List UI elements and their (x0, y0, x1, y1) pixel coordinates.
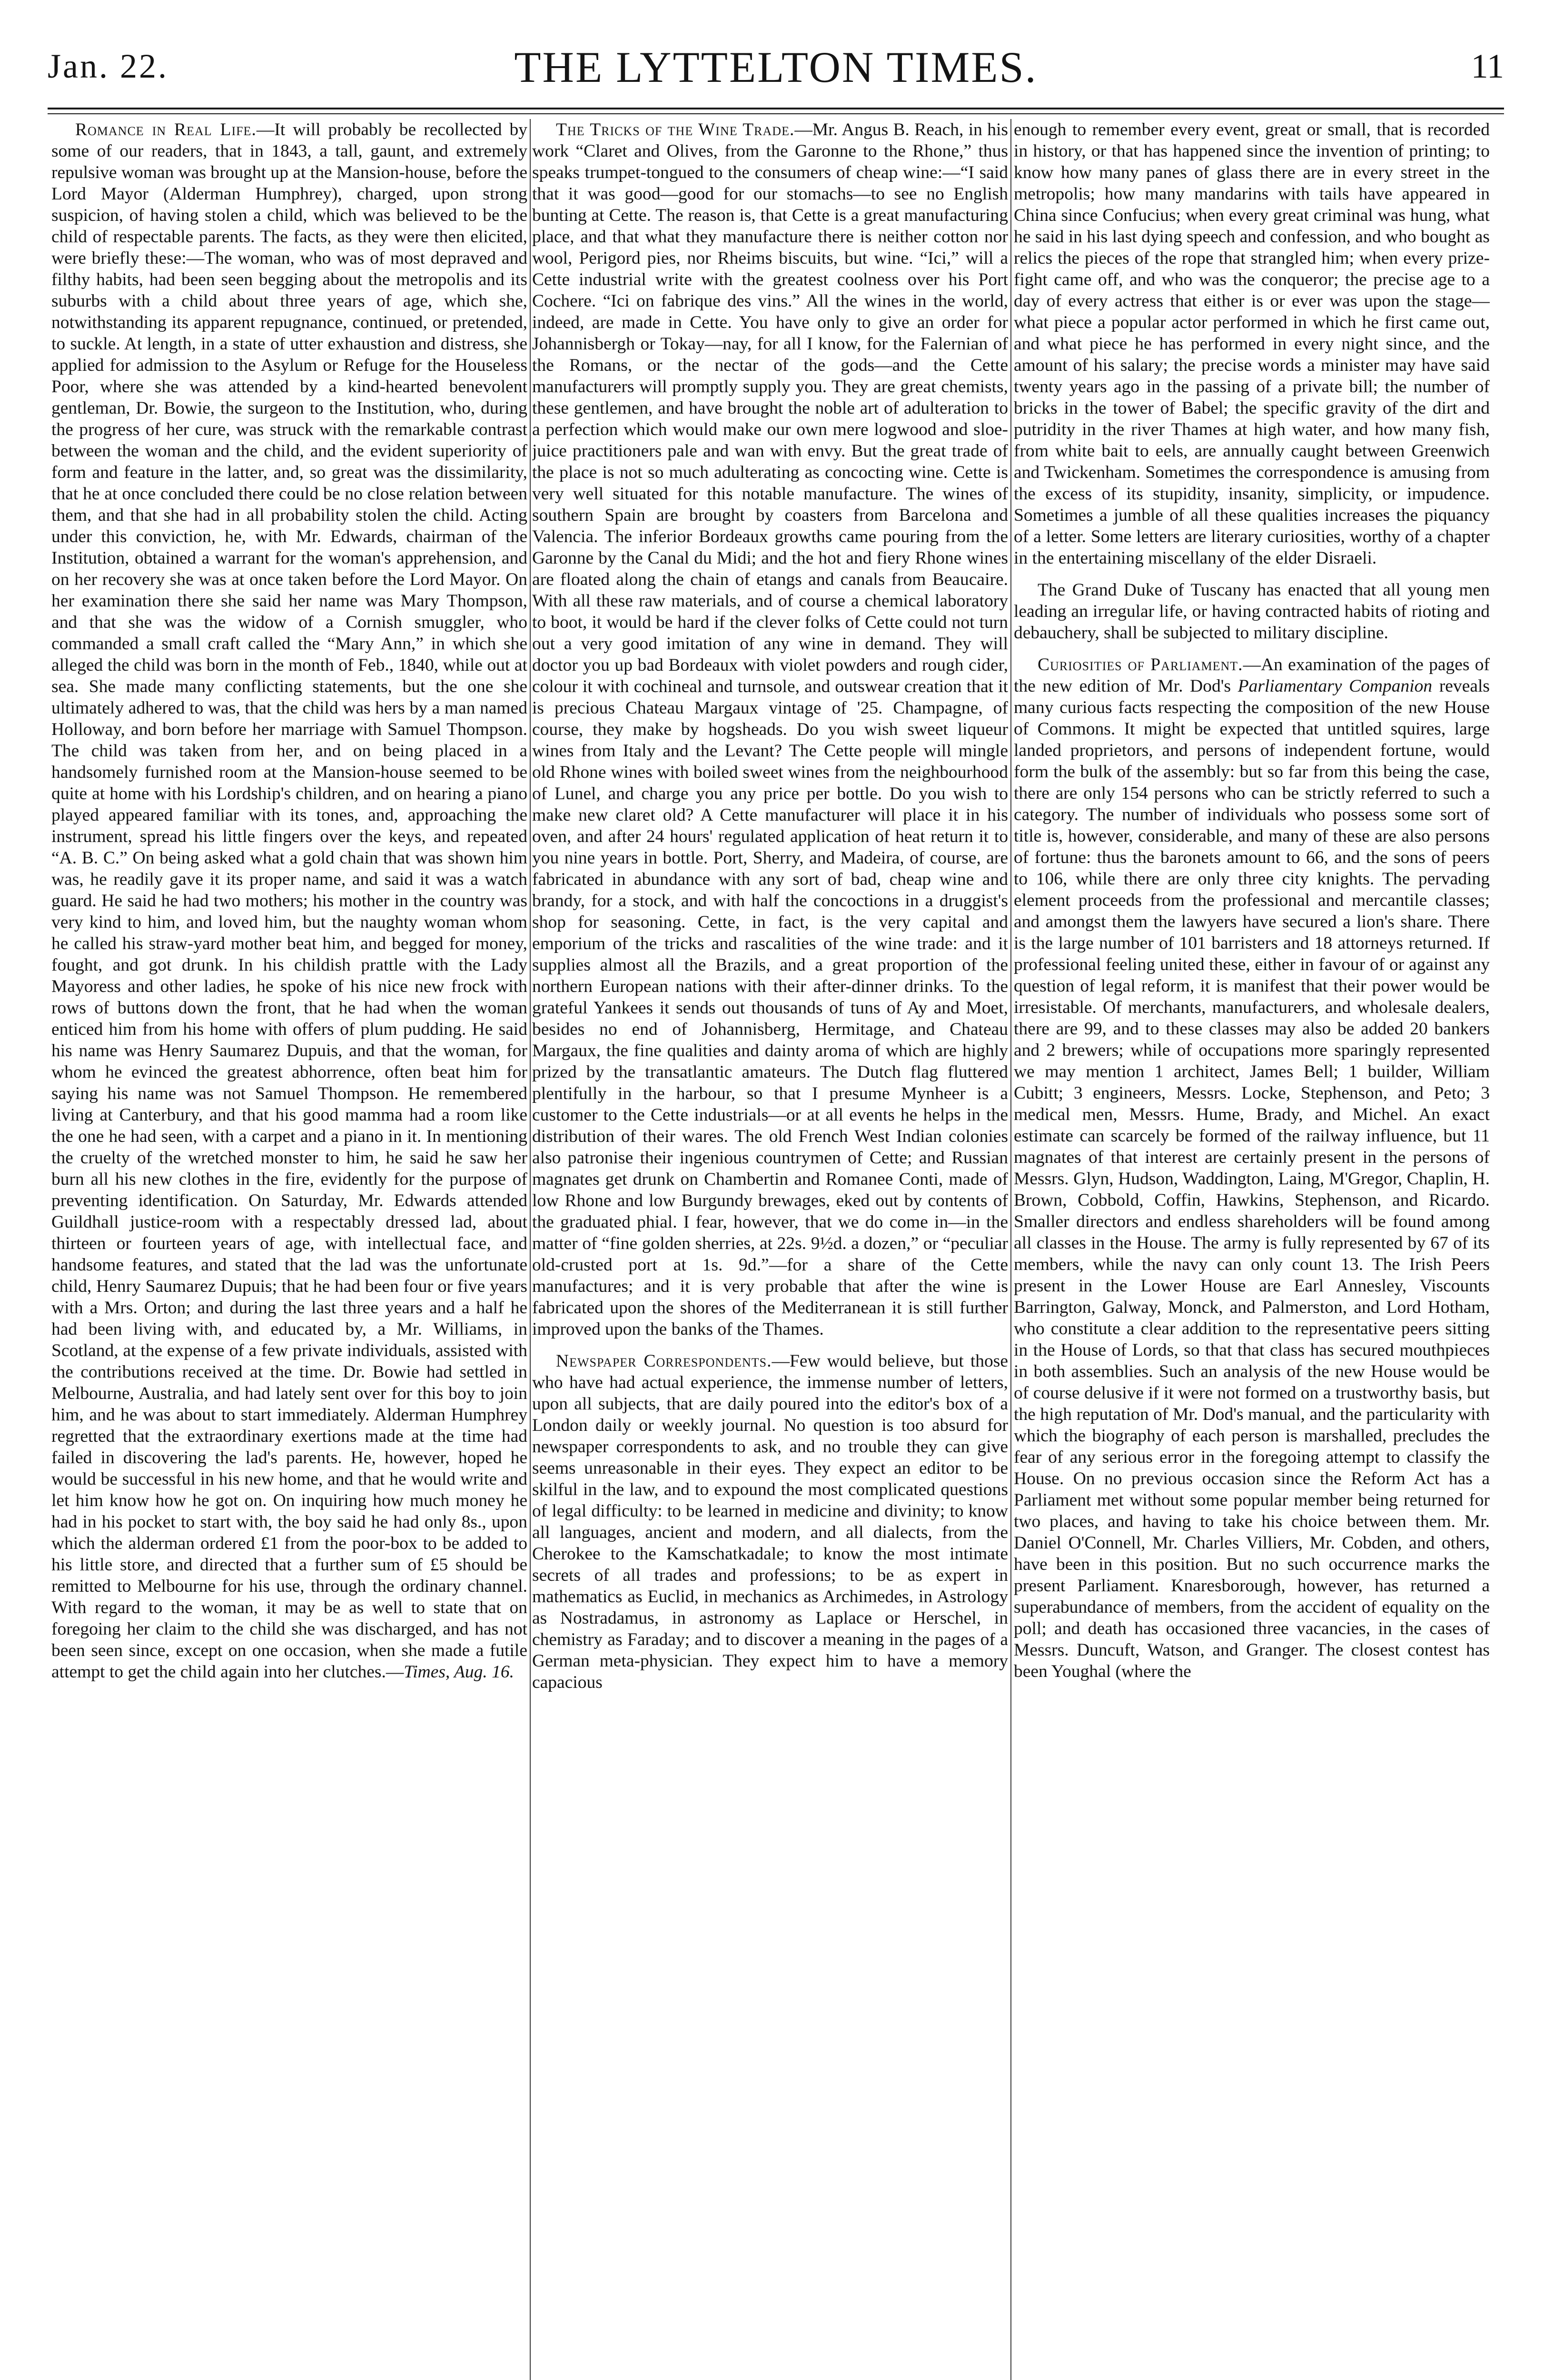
article-heading: The Tricks of the Wine Trade. (556, 120, 795, 139)
article-grand-duke-tuscany (1014, 579, 1490, 644)
article-body: The Grand Duke of Tuscany has enacted that all young men leading an irregular life, or having contracted habits of rioting and debauchery, shall be subjected to military discipline. (1014, 580, 1490, 643)
column-2 (532, 119, 1008, 2380)
article-body: reveals many curious facts respecting the composition of the new House of Commons. It might be expected that untitled squires, large landed proprietors, and persons of independent fortune, would form the bulk of the assembly: but so far from this being the case, there are only 154 persons who can be strictly referred to such a category. The number of individuals who possess some sort of title is, however, considerable, and many of these are also persons of fortune: thus the baronets amount to 66, and the sons of peers to 106, while there are only three city knights. The pervading element proceeds from the professional and mercantile classes; and amongst them the lawyers have secured a lion's share. There is the large number of 101 barristers and 18 attorneys returned. If professional feeling united these, either in favour of or against any question of legal reform, it is manifest that their power would be irresistable. Of merchants, manufacturers, and wholesale dealers, there are 99, and to these classes may also be added 20 bankers and 2 brewers; while of occupations more sparingly represented we may mention 1 architect, James Bell; 1 builder, William Cubitt; 3 engineers, Messrs. Locke, Stephenson, and Peto; 3 medical men, Messrs. Hume, Brady, and Michel. An exact estimate can scarcely be formed of the railway influence, but 11 magnates of that interest are certainly present in the persons of Messrs. Glyn, Hudson, Waddington, Laing, M'Gregor, Chaplin, H. Brown, Cobbold, Coffin, Hawkins, Stephenson, and Ricardo. Smaller directors and endless shareholders will be found among all classes in the House. The army is fully represented by 67 of its members, while the navy can only count 13. The Irish Peers present in the Lower House are Earl Annesley, Viscounts Barrington, Galway, Monck, and Palmerston, and Lord Hotham, who constitute a clear addition to the representative peers sitting in the House of Lords, so that that class has secured mouthpieces in both assemblies. Such an analysis of the new House would be of course delusive if it were not formed on a trustworthy basis, but the high reputation of Mr. Dod's manual, and the particularity with which the biography of each person is marshalled, precludes the fear of any serious error in the foregoing attempt to classify the House. On no previous occasion since the Reform Act has a Parliament met without some popular member being returned for two places, and having to take his choice between them. Mr. Daniel O'Connell, Mr. Charles Villiers, Mr. Cobden, and others, have been in this position. But no such occurrence marks the present Parliament. Knaresborough, however, has returned a superabundance of members, from the accident of equality on the poll; and death has occasioned three vacancies, in the cases of Messrs. Duncuft, Watson, and Granger. The closest contest has been Youghal (where the (1014, 676, 1490, 1681)
column-divider (1010, 119, 1011, 2380)
issue-date: Jan. 22. (48, 47, 168, 85)
column-divider (530, 119, 531, 2380)
article-newspaper-correspondents (532, 1350, 1008, 1693)
masthead (48, 37, 1504, 99)
book-title: Parliamentary Companion (1237, 676, 1433, 696)
page-number: 11 (1471, 47, 1504, 85)
article-source: Times, Aug. 16. (404, 1662, 515, 1682)
article-curiosities-of-parliament (1014, 654, 1490, 1682)
newspaper-title: THE LYTTELTON TIMES. (514, 43, 1038, 91)
article-heading: Newspaper Correspondents. (556, 1351, 772, 1371)
article-newspaper-correspondents-continued (1014, 119, 1490, 569)
article-body: —An examination of the pages of the new edition of Mr. Dod's (1014, 655, 1490, 696)
masthead-rule-thin (48, 113, 1504, 114)
article-romance-in-real-life (51, 119, 527, 1683)
article-heading: Romance in Real Life. (75, 120, 257, 139)
article-body: —It will probably be recollected by some of our readers, that in 1843, a tall, gaunt, and extremely repulsive woman was brought up at the Mansion-house, before the Lord Mayor (Alderman Humphrey), charged, upon strong suspicion, of having stolen a child, which was believed to be the child of respectable parents. The facts, as they were then elicited, were briefly these:—The woman, who was of most depraved and filthy habits, had been seen begging about the metropolis and its suburbs with a child about three years of age, which she, notwithstanding its apparent repugnance, continued, or pretended, to suckle. At length, in a state of utter exhaustion and distress, she applied for admission to the Asylum or Refuge for the Houseless Poor, where she was attended by a kind-hearted benevolent gentleman, Dr. Bowie, the surgeon to the Institution, who, during the progress of her cure, was struck with the remarkable contrast between the woman and the child, and the evident superiority of form and feature in the latter, and, so great was the dissimilarity, that he at once concluded there could be no close relation between them, and that she had in all probability stolen the child. Acting under this conviction, he, with Mr. Edwards, chairman of the Institution, obtained a warrant for the woman's apprehension, and on her recovery she was at once taken before the Lord Mayor. On her examination there she said her name was Mary Thompson, and that she was the widow of a Cornish smuggler, who commanded a small craft called the “Mary Ann,” in which she alleged the child was born in the month of Feb., 1840, while out at sea. She made many conflicting statements, but the one she ultimately adhered to was, that the child was hers by a man named Holloway, and born before her marriage with Samuel Thompson. The child was taken from her, and on being placed in a handsomely furnished room at the Mansion-house seemed to be quite at home with his Lordship's children, and on hearing a piano played appeared familiar with its tones, and, approaching the instrument, spread his little fingers over the keys, and repeated “A. B. C.” On being asked what a gold chain that was shown him was, he readily gave it its proper name, and said it was a watch guard. He said he had two mothers; his mother in the country was very kind to him, and loved him, but the naughty woman whom he called his straw-yard mother beat him, and begged for money, fought, and got drunk. In his childish prattle with the Lady Mayoress and other ladies, he spoke of his nice new frock with rows of buttons down the front, that he had when the woman enticed him from his home with offers of plum pudding. He said his name was Henry Saumarez Dupuis, and that the woman, for whom he evinced the greatest abhorrence, often beat him for saying his name was not Samuel Thompson. He remembered living at Canterbury, and that his good mamma had a room like the one he had seen, with a carpet and a piano in it. In mentioning the cruelty of the wretched monster to him, he said he saw her burn all his new clothes in the fire, evidently for the purpose of preventing identification. On Saturday, Mr. Edwards attended Guildhall justice-room with a respectably dressed lad, about thirteen or fourteen years of age, with intellectual face, and handsome features, and stated that the lad was the unfortunate child, Henry Saumarez Dupuis; that he had been four or five years with a Mrs. Orton; and during the last three years and a half he had been living with, and educated by, a Mr. Williams, in Scotland, at the expense of a few private individuals, assisted with the contributions received at the time. Dr. Bowie had settled in Melbourne, Australia, and had lately sent over for this boy to join him, and he was about to start immediately. Alderman Humphrey regretted that the extraordinary exertions made at the time had failed in discovering the lad's parents. He, however, hoped he would be successful in his new home, and that he would write and let him know how he got on. On inquiring how much money he had in his pocket to start with, the boy said he had only 8s., upon which the alderman ordered £1 from the poor-box to be added to his little store, and directed that a further sum of £5 should be remitted to Melbourne for his use, through the ordinary channel. With regard to the woman, it may be as well to state that on foregoing her claim to the child she was discharged, and has not been seen since, except on one occasion, when she made a futile attempt to get the child again into her clutches.— (51, 120, 527, 1682)
article-body: —Mr. Angus B. Reach, in his work “Claret and Olives, from the Garonne to the Rhone,” thus speaks trumpet-tongued to the consumers of cheap wine:—“I said that it was good—good for our stomachs—to see no English bunting at Cette. The reason is, that Cette is a great manufacturing place, and that what they manufacture there is neither cotton nor wool, Perigord pies, nor Rheims biscuits, but wine. “Ici,” will a Cette industrial write with the greatest coolness over his Port Cochere. “Ici on fabrique des vins.” All the wines in the world, indeed, are made in Cette. You have only to give an order for Johannisbergh or Tokay—nay, for all I know, for the Falernian of the Romans, or the nectar of the gods—and the Cette manufacturers will promptly supply you. They are great chemists, these gentlemen, and have brought the noble art of adulteration to a perfection which would make our own mere logwood and sloe-juice practitioners pale and wan with envy. But the great trade of the place is not so much adulterating as concocting wine. Cette is very well situated for this notable manufacture. The wines of southern Spain are brought by coasters from Barcelona and Valencia. The inferior Bordeaux growths came pouring from the Garonne by the Canal du Midi; and the hot and fiery Rhone wines are floated along the chain of etangs and canals from Beaucaire. With all these raw materials, and of course a chemical laboratory to boot, it would be hard if the clever folks of Cette could not turn out a very good imitation of any wine in demand. They will doctor you up bad Bordeaux with violet powders and rough cider, colour it with cochineal and turnsole, and outswear creation that it is precious Chateau Margaux vintage of '25. Champagne, of course, they make by hogsheads. Do you wish sweet liqueur wines from Italy and the Levant? The Cette people will mingle old Rhone wines with boiled sweet wines from the neighbourhood of Lunel, and charge you any price per bottle. Do you wish to make new claret old? A Cette manufacturer will place it in his oven, and after 24 hours' regulated application of heat return it to you nine years in bottle. Port, Sherry, and Madeira, of course, are fabricated in abundance with any sort of bad, cheap wine and brandy, for a stock, and with half the concoctions in a druggist's shop for seasoning. Cette, in fact, is the very capital and emporium of the tricks and rascalities of the wine trade: and it supplies almost all the Brazils, and a great proportion of the northern European nations with their after-dinner drinks. To the grateful Yankees it sends out thousands of tuns of Ay and Moet, besides no end of Johannisberg, Hermitage, and Chateau Margaux, the fine qualities and dainty aroma of which are highly prized by the transatlantic amateurs. The Dutch flag fluttered plentifully in the harbour, so that I presume Mynheer is a customer to the Cette industrials—or at all events he helps in the distribution of their wares. The old French West Indian colonies also patronise their ingenious countrymen of Cette; and Russian magnates get drunk on Chambertin and Romanee Conti, made of low Rhone and low Burgundy brewages, eked out by contents of the graduated phial. I fear, however, that we do come in—in the matter of “fine golden sherries, at 22s. 9½d. a dozen,” or “peculiar old-crusted port at 1s. 9d.”—for a share of the Cette manufactures; and it is very probable that after the wine is fabricated upon the shores of the Mediterranean it is still further improved upon the banks of the Thames. (532, 120, 1008, 1339)
column-1 (51, 119, 527, 2380)
article-heading: Curiosities of Parliament. (1038, 655, 1243, 674)
masthead-rule-thick (48, 108, 1504, 109)
article-body: enough to remember every event, great or small, that is recorded in history, or that has happened since the invention of printing; to know how many panes of glass there are in every street in the metropolis; how many mandarins with tails have appeared in China since Confucius; when every great criminal was hung, what he said in his last dying speech and confession, and who bought as relics the pieces of the rope that strangled him; when every prize-fight came off, and who was the conqueror; the precise age to a day of every actress that either is or ever was upon the stage—what piece a popular actor performed in which he first came out, and what piece he has performed in every night since, and the amount of his salary; the precise words a minister may have said twenty years ago in the passing of a private bill; the number of bricks in the tower of Babel; the specific gravity of the dirt and putridity in the river Thames at high water, and how many fish, from white bait to eels, are annually caught between Greenwich and Twickenham. Sometimes the correspondence is amusing from the excess of its stupidity, insanity, simplicity, or impudence. Sometimes a jumble of all these qualities increases the piquancy of a letter. Some letters are literary curiosities, worthy of a chapter in the entertaining miscellany of the elder Disraeli. (1014, 120, 1490, 568)
column-3 (1014, 119, 1490, 2380)
article-body: —Few would believe, but those who have had actual experience, the immense number of letters, upon all subjects, that are daily poured into the editor's box of a London daily or weekly journal. No question is too absurd for newspaper correspondents to ask, and no trouble they can give seems unreasonable in their eyes. They expect an editor to be skilful in the law, and to expound the most complicated questions of legal difficulty: to be learned in medicine and divinity; to know all languages, ancient and modern, and all dialects, from the Cherokee to the Kamschatkadale; to know the most intimate secrets of all trades and professions; to be as expert in mathematics as Euclid, in mechanics as Archimedes, in Astrology as Nostradamus, in astronomy as Laplace or Herschel, in chemistry as Faraday; and to discover a meaning in the pages of a German meta-physician. They expect him to have a memory capacious (532, 1351, 1008, 1692)
article-wine-trade (532, 119, 1008, 1340)
